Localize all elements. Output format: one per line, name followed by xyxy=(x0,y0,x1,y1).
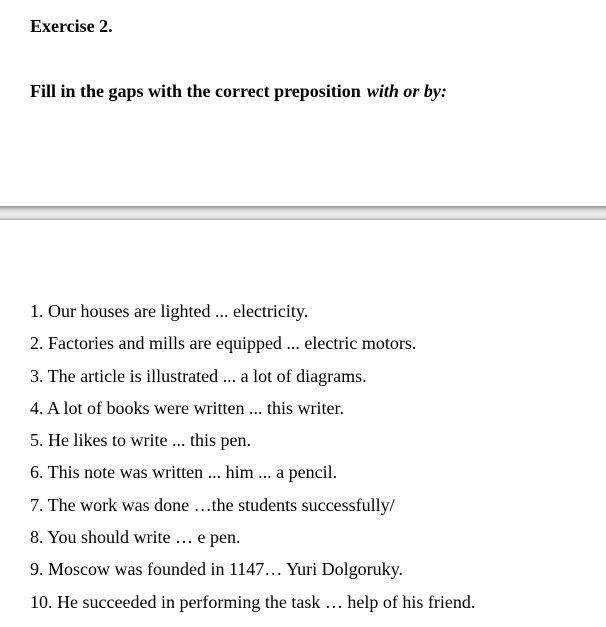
document-page-top xyxy=(0,0,606,206)
exercise-item: 8. You should write … e pen. xyxy=(30,527,241,548)
exercise-item: 1. Our houses are lighted ... electricity. xyxy=(30,301,309,321)
exercise-item: 5. He likes to write ... this pen. xyxy=(30,430,251,451)
exercise-item: 9. Moscow was founded in 1147… Yuri Dolgoruky. xyxy=(30,559,403,580)
exercise-item-list xyxy=(30,295,600,618)
document-page-bottom xyxy=(0,220,606,627)
page-separator xyxy=(0,206,606,220)
exercise-item: 7. The work was done …the students successfully/ xyxy=(30,494,395,515)
instruction-text: Fill in the gaps with the correct preposition xyxy=(30,81,361,101)
exercise-item: 2. Factories and mills are equipped ... electric motors. xyxy=(30,333,417,354)
exercise-title: Exercise 2. xyxy=(30,16,113,36)
exercise-item: 10. He succeeded in performing the task … help of his friend. xyxy=(30,591,476,612)
exercise-instruction xyxy=(30,80,447,102)
instruction-emphasis: with or by: xyxy=(366,81,447,101)
exercise-item: 4. A lot of books were written ... this writer. xyxy=(30,397,344,418)
exercise-item: 6. This note was written ... him ... a pencil. xyxy=(30,462,338,483)
exercise-item: 3. The article is illustrated ... a lot of diagrams. xyxy=(30,365,367,386)
